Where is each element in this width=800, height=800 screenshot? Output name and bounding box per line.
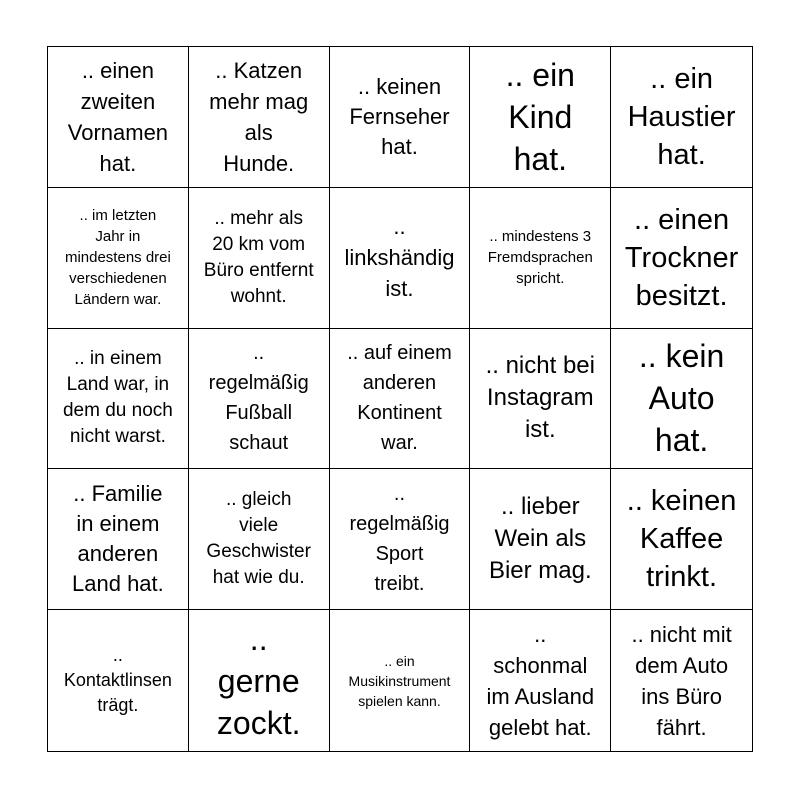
cell-text: .. linkshändig ist.: [344, 214, 455, 302]
bingo-cell[interactable]: [189, 329, 330, 470]
bingo-cell[interactable]: [470, 188, 611, 329]
bingo-cell[interactable]: [189, 469, 330, 610]
bingo-cell[interactable]: [611, 469, 752, 610]
bingo-cell[interactable]: [189, 188, 330, 329]
cell-text: .. regelmäßig Sport treibt.: [349, 483, 450, 596]
bingo-cell[interactable]: [470, 329, 611, 470]
cell-text: .. Katzen mehr mag als Hunde.: [209, 57, 309, 176]
cell-text: .. ein Haustier hat.: [627, 62, 736, 171]
bingo-cell[interactable]: [330, 610, 471, 751]
bingo-cell[interactable]: [330, 188, 471, 329]
cell-text: .. gleich viele Geschwister hat wie du.: [206, 489, 311, 589]
cell-text: .. ein Kind hat.: [505, 56, 575, 177]
bingo-cell[interactable]: [611, 610, 752, 751]
cell-text: .. einen Trockner besitzt.: [624, 203, 739, 312]
bingo-cell[interactable]: [611, 188, 752, 329]
bingo-cell[interactable]: [48, 188, 189, 329]
cell-text: .. Familie in einem anderen Land hat.: [72, 481, 164, 597]
bingo-cell[interactable]: [189, 47, 330, 188]
cell-text: .. schonmal im Ausland gelebt hat.: [486, 621, 595, 740]
cell-text: .. auf einem anderen Kontinent war.: [347, 342, 452, 455]
bingo-cell[interactable]: [611, 329, 752, 470]
bingo-cell[interactable]: [470, 47, 611, 188]
bingo-cell[interactable]: [48, 47, 189, 188]
cell-text: .. im letzten Jahr in mindestens drei verschiedenen Ländern war.: [64, 207, 171, 309]
bingo-cell[interactable]: [48, 610, 189, 751]
cell-text: .. ein Musikinstrument spielen kann.: [348, 652, 451, 709]
bingo-cell[interactable]: [611, 47, 752, 188]
cell-text: .. nicht bei Instagram ist.: [485, 352, 595, 444]
bingo-cell[interactable]: [330, 47, 471, 188]
cell-text: .. mindestens 3 Fremdsprachen spricht.: [487, 228, 593, 288]
bingo-board: [47, 46, 753, 752]
cell-text: .. nicht mit dem Auto ins Büro fährt.: [631, 621, 732, 740]
bingo-cell[interactable]: [48, 469, 189, 610]
cell-text: .. in einem Land war, in dem du noch nicht warst.: [62, 348, 173, 448]
bingo-cell[interactable]: [189, 610, 330, 751]
cell-text: .. gerne zockt.: [216, 620, 301, 741]
bingo-cell[interactable]: [330, 329, 471, 470]
cell-text: .. regelmäßig Fußball schaut: [208, 342, 309, 455]
bingo-cell[interactable]: [330, 469, 471, 610]
bingo-cell[interactable]: [470, 469, 611, 610]
bingo-cell[interactable]: [48, 329, 189, 470]
bingo-cell[interactable]: [470, 610, 611, 751]
cell-text: .. keinen Fernseher hat.: [349, 73, 450, 159]
cell-text: .. Kontaktlinsen trägt.: [63, 645, 172, 716]
cell-text: .. lieber Wein als Bier mag.: [488, 493, 592, 585]
cell-text: .. kein Auto hat.: [638, 338, 725, 459]
cell-text: .. einen zweiten Vornamen hat.: [67, 57, 169, 176]
cell-text: .. keinen Kaffee trinkt.: [626, 485, 737, 594]
cell-text: .. mehr als 20 km vom Büro entfernt wohnt.: [203, 207, 314, 307]
